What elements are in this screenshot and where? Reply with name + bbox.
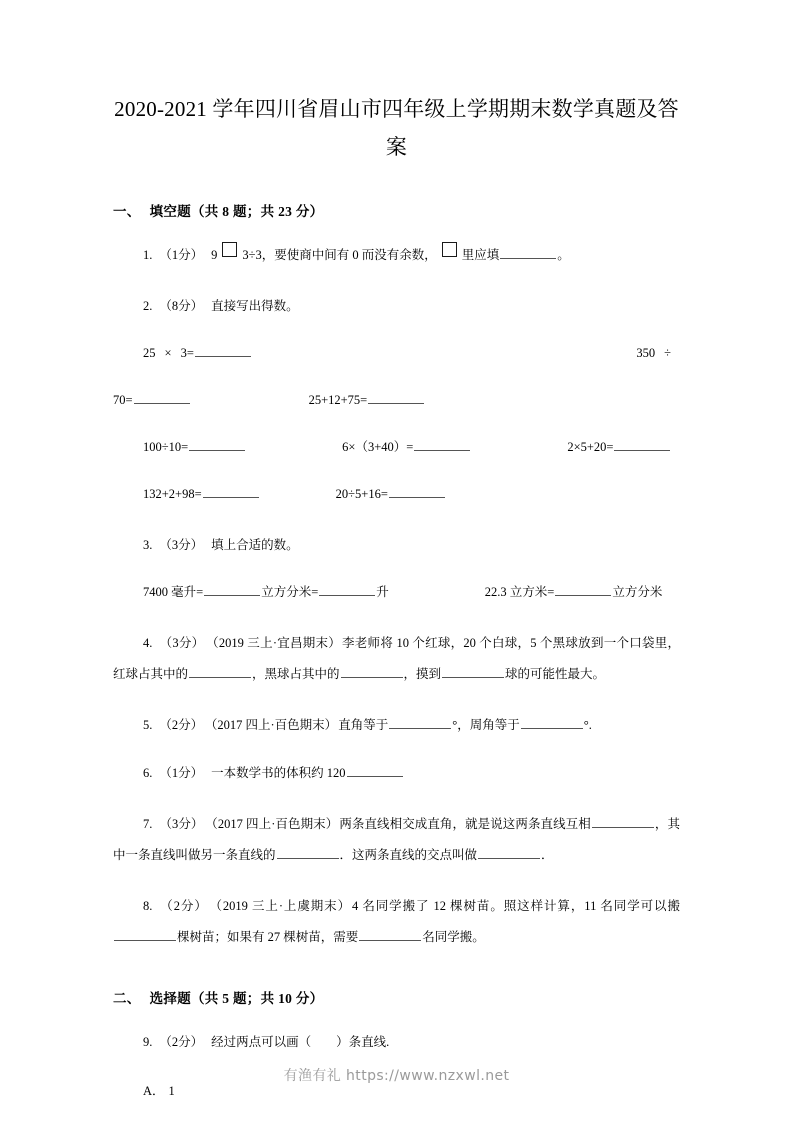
- question-text-c: ．这两条直线的交点叫做: [339, 848, 478, 862]
- question-text-d: 。: [557, 248, 570, 262]
- expression-a: 100÷10=: [143, 440, 189, 454]
- conversion-a: 7400 毫升=: [143, 585, 204, 599]
- expression-b: 25+12+75=: [308, 393, 368, 407]
- question-source: （2017 四上·百色期末）: [211, 718, 338, 732]
- option-label: 1: [168, 1084, 175, 1098]
- expression-b: 6×（3+40）=: [342, 440, 414, 454]
- answer-blank[interactable]: [189, 664, 251, 678]
- answer-blank[interactable]: [114, 927, 176, 941]
- divide-icon: ÷: [664, 346, 671, 360]
- answer-blank[interactable]: [414, 437, 470, 451]
- section-title: 选择题（共 5 题；共 10 分）: [149, 991, 324, 1006]
- question-score: （8分）: [159, 299, 204, 313]
- conversion-d: 22.3 立方米=: [484, 585, 555, 599]
- question-score: （2分）: [159, 1035, 204, 1049]
- expression-tail: 3=: [180, 346, 194, 360]
- question-text: 填上合适的数。: [211, 538, 299, 552]
- question-4: [113, 628, 680, 690]
- answer-blank[interactable]: [319, 582, 375, 596]
- answer-blank[interactable]: [359, 927, 421, 941]
- section-title: 填空题（共 8 题；共 23 分）: [149, 204, 324, 219]
- answer-blank[interactable]: [478, 845, 540, 859]
- question-score: （3分）: [159, 817, 204, 831]
- question-3: [113, 530, 680, 561]
- question-number: 3.: [143, 538, 153, 552]
- question-text-b: °，周角等于: [452, 718, 520, 732]
- question-text-c: 里应填: [461, 248, 500, 262]
- question-score: （2分）: [159, 899, 208, 913]
- question-2-row-4: [113, 479, 680, 510]
- section-heading-fill-in-blank: [113, 200, 680, 220]
- question-7: [113, 809, 680, 871]
- answer-blank[interactable]: [203, 484, 259, 498]
- answer-blank[interactable]: [204, 582, 260, 596]
- answer-blank[interactable]: [195, 343, 251, 357]
- expression-tail: 70=: [113, 393, 133, 407]
- answer-blank[interactable]: [389, 484, 445, 498]
- question-source: （2017 四上·百色期末）: [211, 817, 339, 831]
- answer-blank[interactable]: [389, 715, 451, 729]
- question-text-c: ，摸到: [403, 667, 442, 681]
- section-index: 一、: [113, 204, 141, 219]
- question-number: 5.: [143, 718, 153, 732]
- question-source: （2019 三上·宜昌期末）: [212, 636, 342, 650]
- question-number: 9.: [143, 1035, 153, 1049]
- section-heading-multiple-choice: [113, 987, 680, 1007]
- question-text-b: ，黑球占其中的: [252, 667, 340, 681]
- expression-operand: 350: [636, 346, 656, 360]
- question-text-d: ．: [541, 848, 554, 862]
- conversion-c: 升: [376, 585, 389, 599]
- conversion-e: 立方分米: [612, 585, 663, 599]
- question-2-row-2: [113, 385, 680, 416]
- answer-blank[interactable]: [277, 845, 339, 859]
- expression-b: 20÷5+16=: [335, 487, 388, 501]
- question-number: 7.: [143, 817, 153, 831]
- answer-blank[interactable]: [500, 245, 556, 259]
- question-text-b: 3÷3，要使商中间有 0 而没有余数，: [242, 248, 437, 262]
- question-text: 一本数学书的体积约 120: [211, 766, 346, 780]
- question-text-b: 棵树苗；如果有 27 棵树苗，需要: [177, 930, 359, 944]
- question-2-row-3: [113, 432, 680, 463]
- empty-box-icon[interactable]: [442, 242, 457, 257]
- answer-blank[interactable]: [521, 715, 583, 729]
- question-score: （1分）: [159, 766, 204, 780]
- question-text-a: 李老师将 10 个红球，20 个白球，5 个黑球放到一个口袋里，红球占其中的: [113, 636, 680, 681]
- question-text-a: 9: [211, 248, 218, 262]
- answer-blank[interactable]: [442, 664, 504, 678]
- question-text: 直接写出得数。: [211, 299, 299, 313]
- option-key: A．: [143, 1084, 165, 1098]
- question-number: 6.: [143, 766, 153, 780]
- question-2-row-1: [113, 338, 680, 369]
- answer-blank[interactable]: [614, 437, 670, 451]
- empty-box-icon[interactable]: [222, 242, 237, 257]
- expression-a: 132+2+98=: [143, 487, 202, 501]
- multiply-icon: ×: [164, 346, 172, 360]
- answer-blank[interactable]: [347, 763, 403, 777]
- question-score: （3分）: [159, 538, 204, 552]
- question-3-row-1: [113, 577, 680, 608]
- answer-blank[interactable]: [368, 390, 424, 404]
- question-5: [113, 710, 680, 741]
- question-1: [113, 240, 680, 271]
- question-number: 2.: [143, 299, 153, 313]
- expression-c: 2×5+20=: [567, 440, 614, 454]
- question-8: [113, 891, 680, 953]
- answer-blank[interactable]: [592, 814, 654, 828]
- expression-operand: 25: [143, 346, 156, 360]
- question-number: 8.: [143, 899, 153, 913]
- question-text-c: °.: [583, 718, 592, 732]
- question-number: 1.: [143, 248, 153, 262]
- question-text-a: 直角等于: [338, 718, 389, 732]
- question-6: [113, 758, 680, 789]
- question-number: 4.: [143, 636, 153, 650]
- question-2-row-1-right: [606, 338, 680, 369]
- question-score: （1分）: [159, 248, 204, 262]
- page-title: 2020-2021 学年四川省眉山市四年级上学期期末数学真题及答案: [114, 97, 679, 159]
- section-index: 二、: [113, 991, 141, 1006]
- question-text-a: 4 名同学搬了 12 棵树苗。照这样计算，11 名同学可以搬: [352, 899, 680, 913]
- question-2: [113, 291, 680, 322]
- question-text-a: 两条直线相交成直角，就是说这两条直线互相: [339, 817, 591, 831]
- question-score: （2分）: [159, 718, 204, 732]
- question-text-d: 球的可能性最大。: [505, 667, 606, 681]
- question-text: 经过两点可以画（ ）条直线.: [211, 1035, 390, 1049]
- answer-blank[interactable]: [341, 664, 403, 678]
- answer-blank[interactable]: [189, 437, 245, 451]
- question-source: （2019 三上·上虞期末）: [215, 899, 352, 913]
- question-text-c: 名同学搬。: [422, 930, 485, 944]
- conversion-b: 立方分米=: [261, 585, 319, 599]
- question-text-b: ，其中一条直线叫做另一条直线的: [113, 817, 680, 862]
- question-score: （3分）: [159, 636, 205, 650]
- footer-watermark: 有渔有礼 https://www.nzxwl.net: [283, 1068, 510, 1084]
- answer-blank[interactable]: [134, 390, 190, 404]
- question-9: [113, 1027, 680, 1058]
- answer-blank[interactable]: [555, 582, 611, 596]
